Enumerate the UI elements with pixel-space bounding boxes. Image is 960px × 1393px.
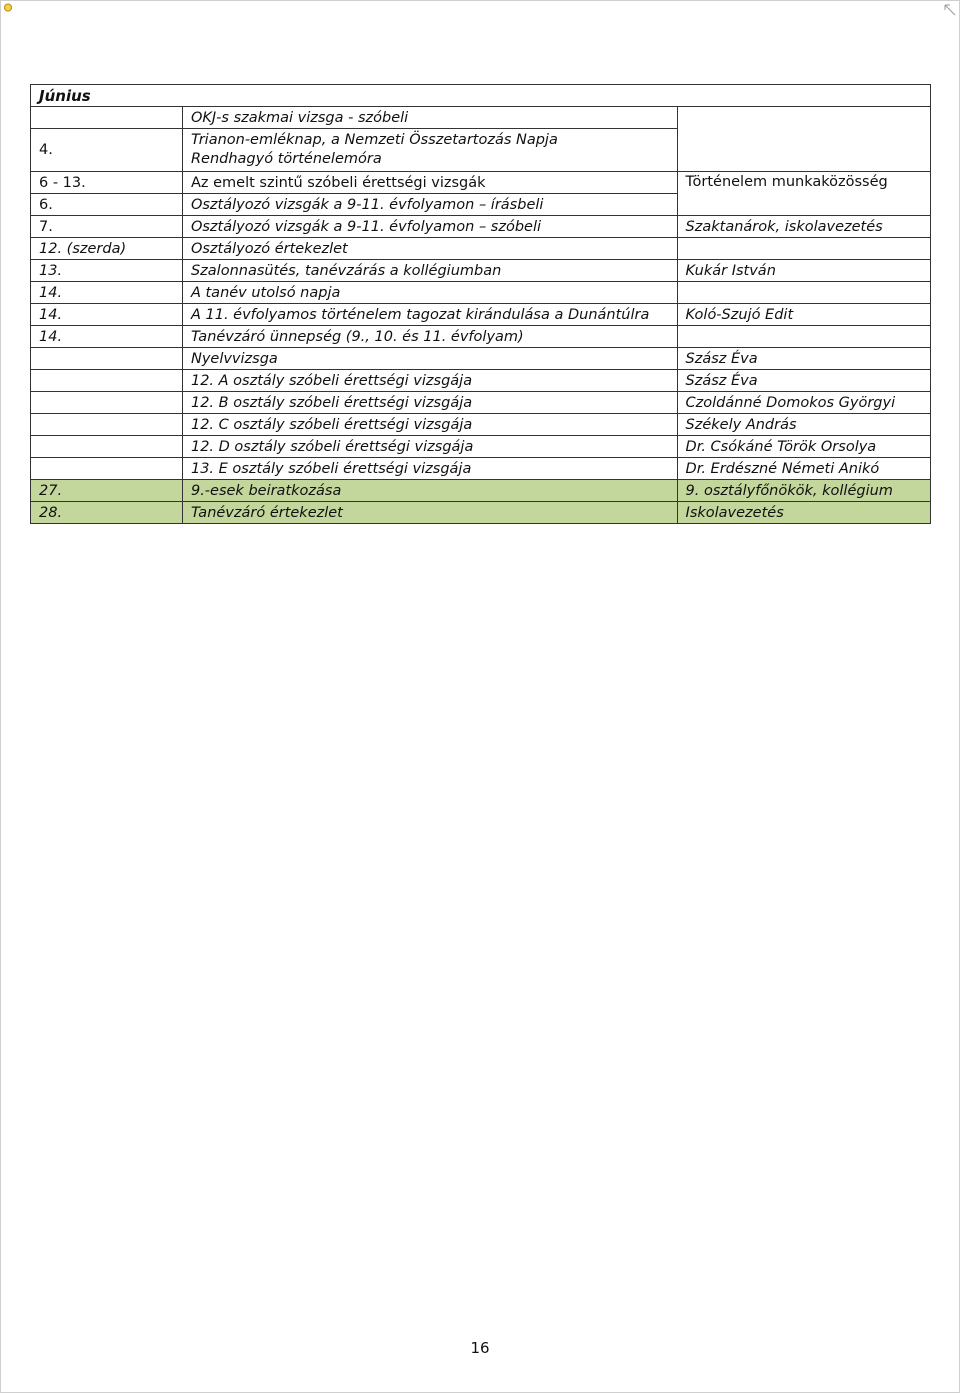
date-cell: 27. bbox=[31, 480, 183, 502]
table-row-highlighted bbox=[31, 480, 931, 502]
date-cell: 14. bbox=[31, 326, 183, 348]
event-cell: Tanévzáró értekezlet bbox=[182, 502, 677, 524]
responsible-cell: Koló-Szujó Edit bbox=[677, 304, 930, 326]
event-line: Trianon-emléknap, a Nemzeti Összetartozás Napja bbox=[190, 132, 558, 148]
event-cell: 12. D osztály szóbeli érettségi vizsgája bbox=[182, 436, 677, 458]
responsible-cell: Kukár István bbox=[677, 260, 930, 282]
event-cell: OKJ-s szakmai vizsga - szóbeli bbox=[182, 107, 677, 129]
responsible-cell: Szász Éva bbox=[677, 348, 930, 370]
responsible-cell: Székely András bbox=[677, 414, 930, 436]
date-cell: 6 - 13. bbox=[31, 172, 183, 194]
event-line: Rendhagyó történelemóra bbox=[190, 151, 382, 167]
event-cell bbox=[182, 194, 677, 216]
table-row bbox=[31, 348, 931, 370]
table-row bbox=[31, 282, 931, 304]
table-row bbox=[31, 107, 931, 129]
responsible-cell: 9. osztályfőnökök, kollégium bbox=[677, 480, 930, 502]
responsible-cell: Történelem munkaközösség bbox=[677, 172, 930, 216]
responsible-cell: Szász Éva bbox=[677, 370, 930, 392]
event-cell: 12. A osztály szóbeli érettségi vizsgája bbox=[182, 370, 677, 392]
responsible-cell: Dr. Erdészné Németi Anikó bbox=[677, 458, 930, 480]
table-row bbox=[31, 414, 931, 436]
table-row bbox=[31, 238, 931, 260]
pin-icon bbox=[3, 3, 13, 13]
event-cell: Nyelvvizsga bbox=[182, 348, 677, 370]
date-cell: 4. bbox=[31, 129, 183, 172]
date-cell bbox=[31, 370, 183, 392]
date-cell bbox=[31, 348, 183, 370]
schedule-table bbox=[30, 84, 931, 524]
date-cell bbox=[31, 107, 183, 129]
date-cell: 6. bbox=[31, 194, 183, 216]
date-cell bbox=[31, 414, 183, 436]
event-cell: 12. B osztály szóbeli érettségi vizsgája bbox=[182, 392, 677, 414]
table-row bbox=[31, 326, 931, 348]
event-cell: 13. E osztály szóbeli érettségi vizsgája bbox=[182, 458, 677, 480]
responsible-cell bbox=[677, 238, 930, 260]
date-cell: 7. bbox=[31, 216, 183, 238]
date-cell: 14. bbox=[31, 304, 183, 326]
event-cell: Szalonnasütés, tanévzárás a kollégiumban bbox=[182, 260, 677, 282]
event-text: Osztályozó vizsgák a 9-11. évfolyamon – írásbeli bbox=[190, 196, 544, 213]
event-cell: 12. C osztály szóbeli érettségi vizsgája bbox=[182, 414, 677, 436]
event-cell: Tanévzáró ünnepség (9., 10. és 11. évfolyam) bbox=[182, 326, 677, 348]
page-fold-icon bbox=[944, 4, 956, 16]
event-cell: 9.-esek beiratkozása bbox=[182, 480, 677, 502]
date-cell: 28. bbox=[31, 502, 183, 524]
date-cell bbox=[31, 392, 183, 414]
responsible-cell: Czoldánné Domokos Györgyi bbox=[677, 392, 930, 414]
event-cell: Az emelt szintű szóbeli érettségi vizsgák bbox=[182, 172, 677, 194]
responsible-cell: Szaktanárok, iskolavezetés bbox=[677, 216, 930, 238]
event-cell bbox=[182, 129, 677, 172]
responsible-cell bbox=[677, 326, 930, 348]
table-row bbox=[31, 304, 931, 326]
table-row bbox=[31, 216, 931, 238]
event-cell: A tanév utolsó napja bbox=[182, 282, 677, 304]
table-row bbox=[31, 436, 931, 458]
date-cell bbox=[31, 458, 183, 480]
responsible-cell: Iskolavezetés bbox=[677, 502, 930, 524]
date-cell: 14. bbox=[31, 282, 183, 304]
responsible-cell bbox=[677, 107, 930, 172]
table-row bbox=[31, 458, 931, 480]
table-row bbox=[31, 260, 931, 282]
date-cell: 13. bbox=[31, 260, 183, 282]
table-row bbox=[31, 392, 931, 414]
event-cell: Osztályozó értekezlet bbox=[182, 238, 677, 260]
table-row bbox=[31, 172, 931, 194]
page-number: 16 bbox=[470, 1339, 490, 1357]
title-row bbox=[31, 85, 931, 107]
table-row-highlighted bbox=[31, 502, 931, 524]
responsible-cell: Dr. Csókáné Török Orsolya bbox=[677, 436, 930, 458]
event-cell: Osztályozó vizsgák a 9-11. évfolyamon – szóbeli bbox=[182, 216, 677, 238]
event-cell: A 11. évfolyamos történelem tagozat kirándulása a Dunántúlra bbox=[182, 304, 677, 326]
table-row bbox=[31, 370, 931, 392]
date-cell bbox=[31, 436, 183, 458]
month-title: Június bbox=[31, 85, 931, 107]
responsible-cell bbox=[677, 282, 930, 304]
date-cell: 12. (szerda) bbox=[31, 238, 183, 260]
